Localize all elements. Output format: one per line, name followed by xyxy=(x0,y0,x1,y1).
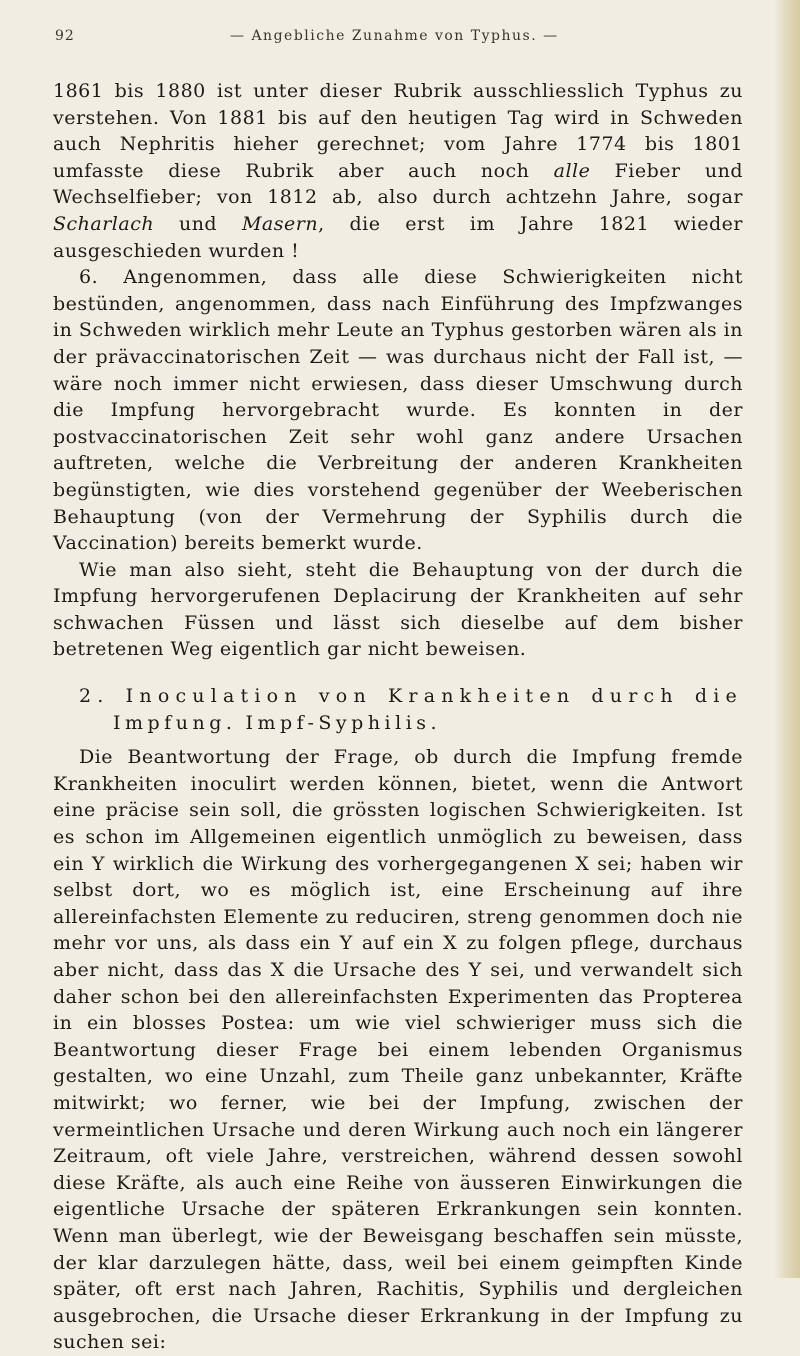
page-edge-shadow xyxy=(774,0,800,1278)
page-number: 92 xyxy=(55,28,75,44)
emphasis-masern: Masern xyxy=(241,212,319,235)
section-heading-line-1: 2. Inoculation von Krankheiten durch die xyxy=(79,685,743,708)
section-subtitle-impf-syphilis: Impf-Syphilis. xyxy=(245,711,442,734)
paragraph-2: 6. Angenommen, dass alle diese Schwierigkeiten nicht bestünden, angenommen, dass nach Einführung des Impfzwanges in Schweden wirklich mehr Leute an Typhus gestorben wären als in der prävaccinatorischen Zeit — was durchaus nicht der Fall ist, — wäre noch immer nicht erwiesen, dass dieser Umschwung durch die Impfung hervorgebracht wurde. Es konnten in der postvaccinatorischen Zeit sehr wohl ganz andere Ursachen auftreten, welche die Verbreitung der anderen Krankheiten begünstigten, wie dies vorstehend gegenüber der Weeberischen Behauptung (von der Vermehrung der Syphilis durch die Vaccination) bereits bemerkt wurde. xyxy=(53,266,743,555)
emphasis-alle: alle xyxy=(553,159,591,182)
running-title: — Angebliche Zunahme von Typhus. — xyxy=(230,28,559,44)
text-run: und xyxy=(154,212,242,235)
text-run: 1861 bis 1880 ist unter dieser Rubrik ausschliesslich Typhus zu verstehen. Von 1881 bis auf den heutigen Tag wird in Schweden auch Nephritis hieher gerechnet; vom Jahre 1774 bis 1801 umfasste diese Rubrik aber auch noch xyxy=(53,80,743,182)
paragraph-4: Die Beantwortung der Frage, ob durch die Impfung fremde Krankheiten inoculirt werden können, bietet, wenn die Antwort eine präcise sein soll, die grössten logischen Schwierigkeiten. Ist es schon im Allgemeinen eigentlich unmöglich zu beweisen, dass ein Y wirklich die Wirkung des vorhergegangenen X sei; haben wir selbst dort, wo es möglich ist, eine Erscheinung auf ihre allereinfachsten Elemente zu reduciren, streng genommen doch nie mehr vor uns, als dass ein Y auf ein X zu folgen pflege, durchaus aber nicht, dass das X die Ursache des Y sei, und verwandelt sich daher schon bei den allereinfachsten Experimenten das Propterea in ein blosses Postea: um wie viel schwieriger muss sich die Beantwortung dieser Frage bei einem lebenden Organismus gestalten, wo eine Unzahl, zum Theile ganz unbekannter, Kräfte mitwirkt; wo ferner, wie bei der Impfung, zwischen der vermeintlichen Ursache und deren Wirkung auch noch ein längerer Zeitraum, oft viele Jahre, verstreichen, während dessen sowohl diese Kräfte, als auch eine Reihe von äusseren Einwirkungen die eigentliche Ursache der späteren Erkrankungen sein konnten. Wenn man überlegt, wie der Beweisgang beschaffen sein müsste, der klar darzulegen hätte, dass, weil bei einem geimpften Kinde später, oft erst nach Jahren, Rachitis, Syphilis und dergleichen ausgebrochen, die Ursache dieser Erkrankung in der Impfung zu suchen sei: xyxy=(53,746,743,1354)
body-text xyxy=(53,78,743,1356)
page-header xyxy=(55,28,745,50)
paragraph-1 xyxy=(53,78,743,264)
text-run: Fieber und Wechselfieber; von 1812 ab, also durch achtzehn Jahre, sogar xyxy=(53,159,743,209)
section-subtitle-impfung: Impfung. xyxy=(113,711,237,734)
section-heading xyxy=(53,683,743,736)
text-run: , die erst im Jahre 1821 wieder ausgeschieden wurden ! xyxy=(53,212,743,262)
section-heading-line-2 xyxy=(53,710,743,737)
emphasis-scharlach: Scharlach xyxy=(53,212,155,235)
paragraph-3: Wie man also sieht, steht die Behauptung von der durch die Impfung hervorgerufenen Deplacirung der Krankheiten auf sehr schwachen Füssen und lässt sich dieselbe auf dem bisher betretenen Weg eigentlich gar nicht beweisen. xyxy=(53,558,743,661)
